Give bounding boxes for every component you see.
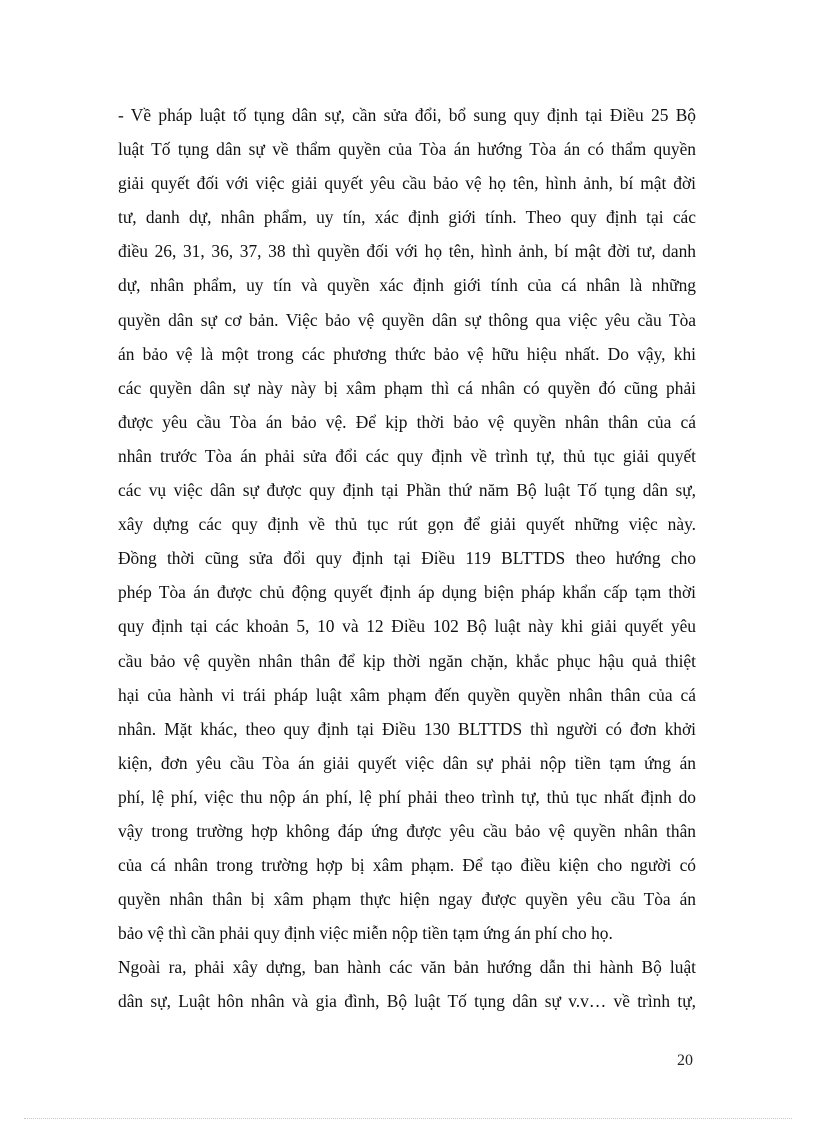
text-line: Ngoài ra, phải xây dựng, ban hành các văn bản hướng dẫn thi hành Bộ luật [118, 957, 696, 978]
text-line: được yêu cầu Tòa án bảo vệ. Để kịp thời bảo vệ quyền nhân thân của cá [118, 411, 696, 432]
text-line: bảo vệ thì cần phải quy định việc miễn nộp tiền tạm ứng án phí cho họ. [118, 923, 613, 944]
text-line: hại của hành vi trái pháp luật xâm phạm đến quyền quyền nhân thân của cá [118, 684, 696, 705]
text-line: phí, lệ phí, việc thu nộp án phí, lệ phí phải theo trình tự, thủ tục nhất định do [118, 786, 696, 807]
text-line: phép Tòa án được chủ động quyết định áp dụng biện pháp khẩn cấp tạm thời [118, 582, 696, 603]
text-line: vậy trong trường hợp không đáp ứng được yêu cầu bảo vệ quyền nhân thân [118, 820, 696, 841]
text-line: quyền dân sự cơ bản. Việc bảo vệ quyền dân sự thông qua việc yêu cầu Tòa [118, 309, 696, 330]
text-line: các vụ việc dân sự được quy định tại Phần thứ năm Bộ luật Tố tụng dân sự, [118, 480, 696, 501]
text-line: luật Tố tụng dân sự về thẩm quyền của Tòa án hướng Tòa án có thẩm quyền [118, 139, 696, 160]
text-line: tư, danh dự, nhân phẩm, uy tín, xác định giới tính. Theo quy định tại các [118, 207, 696, 228]
page-bottom-divider [24, 1118, 792, 1119]
text-line: nhân trước Tòa án phải sửa đổi các quy định về trình tự, thủ tục giải quyết [118, 445, 696, 466]
body-text [118, 98, 696, 1019]
text-line: dân sự, Luật hôn nhân và gia đình, Bộ luật Tố tụng dân sự v.v… về trình tự, [118, 991, 696, 1012]
text-line: án bảo vệ là một trong các phương thức bảo vệ hữu hiệu nhất. Do vậy, khi [118, 343, 696, 364]
text-line: quy định tại các khoản 5, 10 và 12 Điều 102 Bộ luật này khi giải quyết yêu [118, 616, 696, 637]
text-line: các quyền dân sự này này bị xâm phạm thì cá nhân có quyền đó cũng phải [118, 377, 696, 398]
text-line: Đồng thời cũng sửa đổi quy định tại Điều 119 BLTTDS theo hướng cho [118, 548, 696, 569]
text-line: dự, nhân phẩm, uy tín và quyền xác định giới tính của cá nhân là những [118, 275, 696, 296]
text-line: nhân. Mặt khác, theo quy định tại Điều 130 BLTTDS thì người có đơn khởi [118, 718, 696, 739]
text-line: kiện, đơn yêu cầu Tòa án giải quyết việc dân sự phải nộp tiền tạm ứng án [118, 752, 696, 773]
text-line: giải quyết đối với việc giải quyết yêu cầu bảo vệ họ tên, hình ảnh, bí mật đời [118, 173, 696, 194]
page-number: 20 [677, 1052, 693, 1069]
text-line: - Về pháp luật tố tụng dân sự, cần sửa đổi, bổ sung quy định tại Điều 25 Bộ [118, 105, 696, 125]
text-line: điều 26, 31, 36, 37, 38 thì quyền đối với họ tên, hình ảnh, bí mật đời tư, danh [118, 241, 696, 262]
text-line: của cá nhân trong trường hợp bị xâm phạm. Để tạo điều kiện cho người có [118, 855, 696, 876]
text-line: cầu bảo vệ quyền nhân thân để kịp thời ngăn chặn, khắc phục hậu quả thiệt [118, 650, 696, 671]
text-line: xây dựng các quy định về thủ tục rút gọn để giải quyết những việc này. [118, 514, 696, 535]
text-line: quyền nhân thân bị xâm phạm thực hiện ngay được quyền yêu cầu Tòa án [118, 889, 696, 910]
